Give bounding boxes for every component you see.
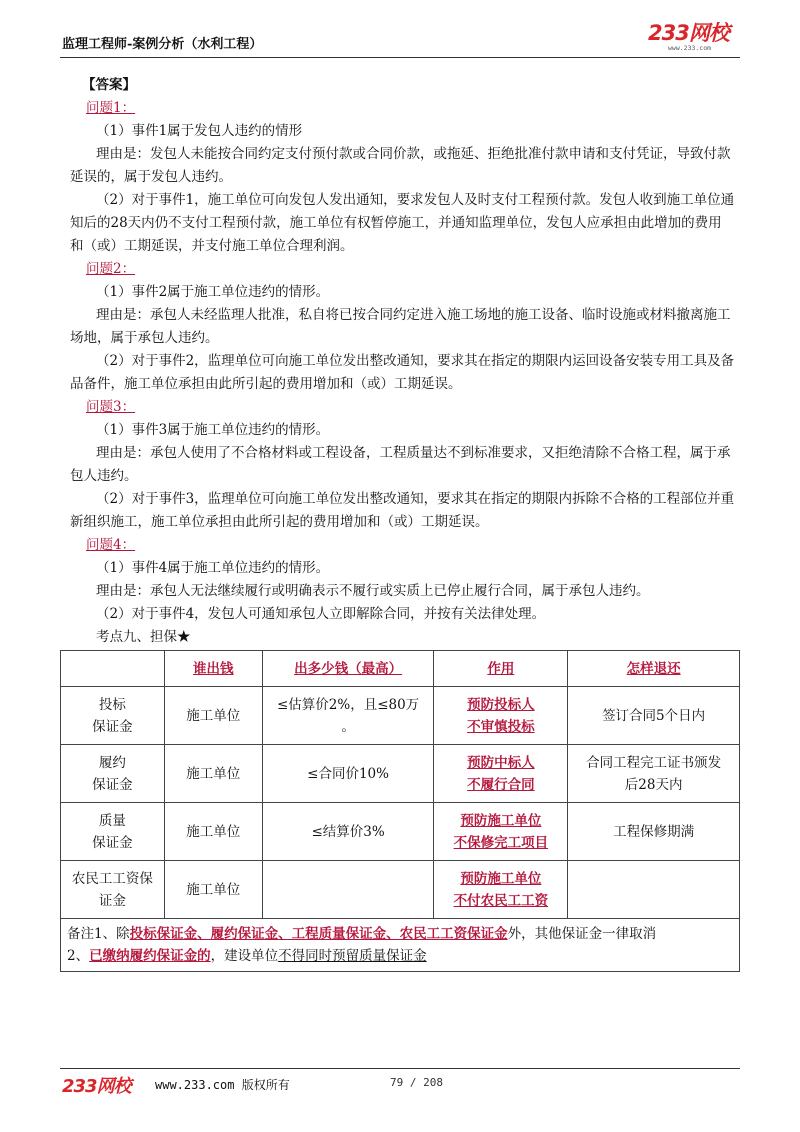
guarantee-table xyxy=(60,650,740,972)
logo-text: 233网校 xyxy=(648,21,729,45)
q2-line: 理由是：承包人未经监理人批准，私自将已按合同约定进入施工场地的施工设备、临时设施或材料撤离施工场地，属于承包人违约。 xyxy=(70,307,731,346)
brand-logo xyxy=(648,22,740,52)
q2-line: （1）事件2属于施工单位违约的情形。 xyxy=(96,284,330,300)
guarantee-name: 履约 保证金 xyxy=(61,745,165,803)
question-2-title: 问题2： xyxy=(86,261,136,277)
question-3-title: 问题3： xyxy=(86,399,136,415)
payer-cell: 施工单位 xyxy=(164,861,262,919)
page-footer xyxy=(60,1074,740,1098)
answer-section xyxy=(70,74,735,649)
page-number: 79 / 208 xyxy=(390,1076,443,1089)
header-cell: 谁出钱 xyxy=(164,651,262,687)
payer-cell: 施工单位 xyxy=(164,803,262,861)
amount-cell: ≤合同价10% xyxy=(262,745,434,803)
amount-cell: ≤估算价2%，且≤80万 。 xyxy=(262,687,434,745)
footer-divider xyxy=(60,1068,740,1069)
q4-line: 理由是：承包人无法继续履行或明确表示不履行或实质上已停止履行合同，属于承包人违约。 xyxy=(96,583,650,599)
guarantee-name: 质量 保证金 xyxy=(61,803,165,861)
key-point-heading: 考点九、担保★ xyxy=(96,629,191,645)
purpose-cell: 预防中标人 不履行合同 xyxy=(434,745,568,803)
q1-line: （2）对于事件1，施工单位可向发包人发出通知，要求发包人及时支付工程预付款。发包人收到施工单位通知后的28天内仍不支付工程预付款，施工单位有权暂停施工，并通知监理单位，发包人应承担由此增加的费用和（或）工期延误，并支付施工单位合理利润。 xyxy=(70,192,735,254)
question-1-title: 问题1： xyxy=(86,100,136,116)
refund-cell: 签订合同5个日内 xyxy=(568,687,740,745)
table-note-row xyxy=(61,919,740,972)
header-cell: 怎样退还 xyxy=(568,651,740,687)
table-header-row xyxy=(61,651,740,687)
refund-cell xyxy=(568,861,740,919)
refund-cell: 工程保修期满 xyxy=(568,803,740,861)
payer-cell: 施工单位 xyxy=(164,745,262,803)
footer-logo: 233网校 xyxy=(62,1076,131,1097)
purpose-cell: 预防投标人 不审慎投标 xyxy=(434,687,568,745)
q4-line: （2）对于事件4，发包人可通知承包人立即解除合同，并按有关法律处理。 xyxy=(96,606,546,622)
q1-line: （1）事件1属于发包人违约的情形 xyxy=(96,123,303,139)
header-cell: 作用 xyxy=(434,651,568,687)
payer-cell: 施工单位 xyxy=(164,687,262,745)
table-row xyxy=(61,687,740,745)
q1-line: 理由是：发包人未能按合同约定支付预付款或合同价款，或拖延、拒绝批准付款申请和支付凭证，导致付款延误的，属于发包人违约。 xyxy=(70,146,731,185)
q4-line: （1）事件4属于施工单位违约的情形。 xyxy=(96,560,330,576)
table-row xyxy=(61,745,740,803)
header-cell xyxy=(61,651,165,687)
footer-copyright: www.233.com 版权所有 xyxy=(155,1078,290,1092)
logo-url: www.233.com xyxy=(668,44,712,52)
document-title: 监理工程师-案例分析（水利工程） xyxy=(62,37,263,52)
header-divider xyxy=(60,57,740,58)
amount-cell: ≤结算价3% xyxy=(262,803,434,861)
page-header xyxy=(60,22,740,56)
table-row xyxy=(61,861,740,919)
q3-line: （1）事件3属于施工单位违约的情形。 xyxy=(96,422,330,438)
amount-cell xyxy=(262,861,434,919)
question-4-title: 问题4： xyxy=(86,537,136,553)
q3-line: 理由是：承包人使用了不合格材料或工程设备，工程质量达不到标准要求，又拒绝清除不合格工程，属于承包人违约。 xyxy=(70,445,731,484)
guarantee-name: 农民工工资保 证金 xyxy=(61,861,165,919)
q2-line: （2）对于事件2，监理单位可向施工单位发出整改通知，要求其在指定的期限内运回设备安装专用工具及备品备件，施工单位承担由此所引起的费用增加和（或）工期延误。 xyxy=(70,353,735,392)
purpose-cell: 预防施工单位 不保修完工项目 xyxy=(434,803,568,861)
q3-line: （2）对于事件3，监理单位可向施工单位发出整改通知，要求其在指定的期限内拆除不合格的工程部位并重新组织施工，施工单位承担由此所引起的费用增加和（或）工期延误。 xyxy=(70,491,735,530)
purpose-cell: 预防施工单位 不付农民工工资 xyxy=(434,861,568,919)
table-note: 备注1、除投标保证金、履约保证金、工程质量保证金、农民工工资保证金外，其他保证金一律取消 2、已缴纳履约保证金的，建设单位不得同时预留质量保证金 xyxy=(61,919,740,972)
table-row xyxy=(61,803,740,861)
header-cell: 出多少钱（最高） xyxy=(262,651,434,687)
guarantee-name: 投标 保证金 xyxy=(61,687,165,745)
answer-heading: 【答案】 xyxy=(82,77,136,93)
refund-cell: 合同工程完工证书颁发 后28天内 xyxy=(568,745,740,803)
